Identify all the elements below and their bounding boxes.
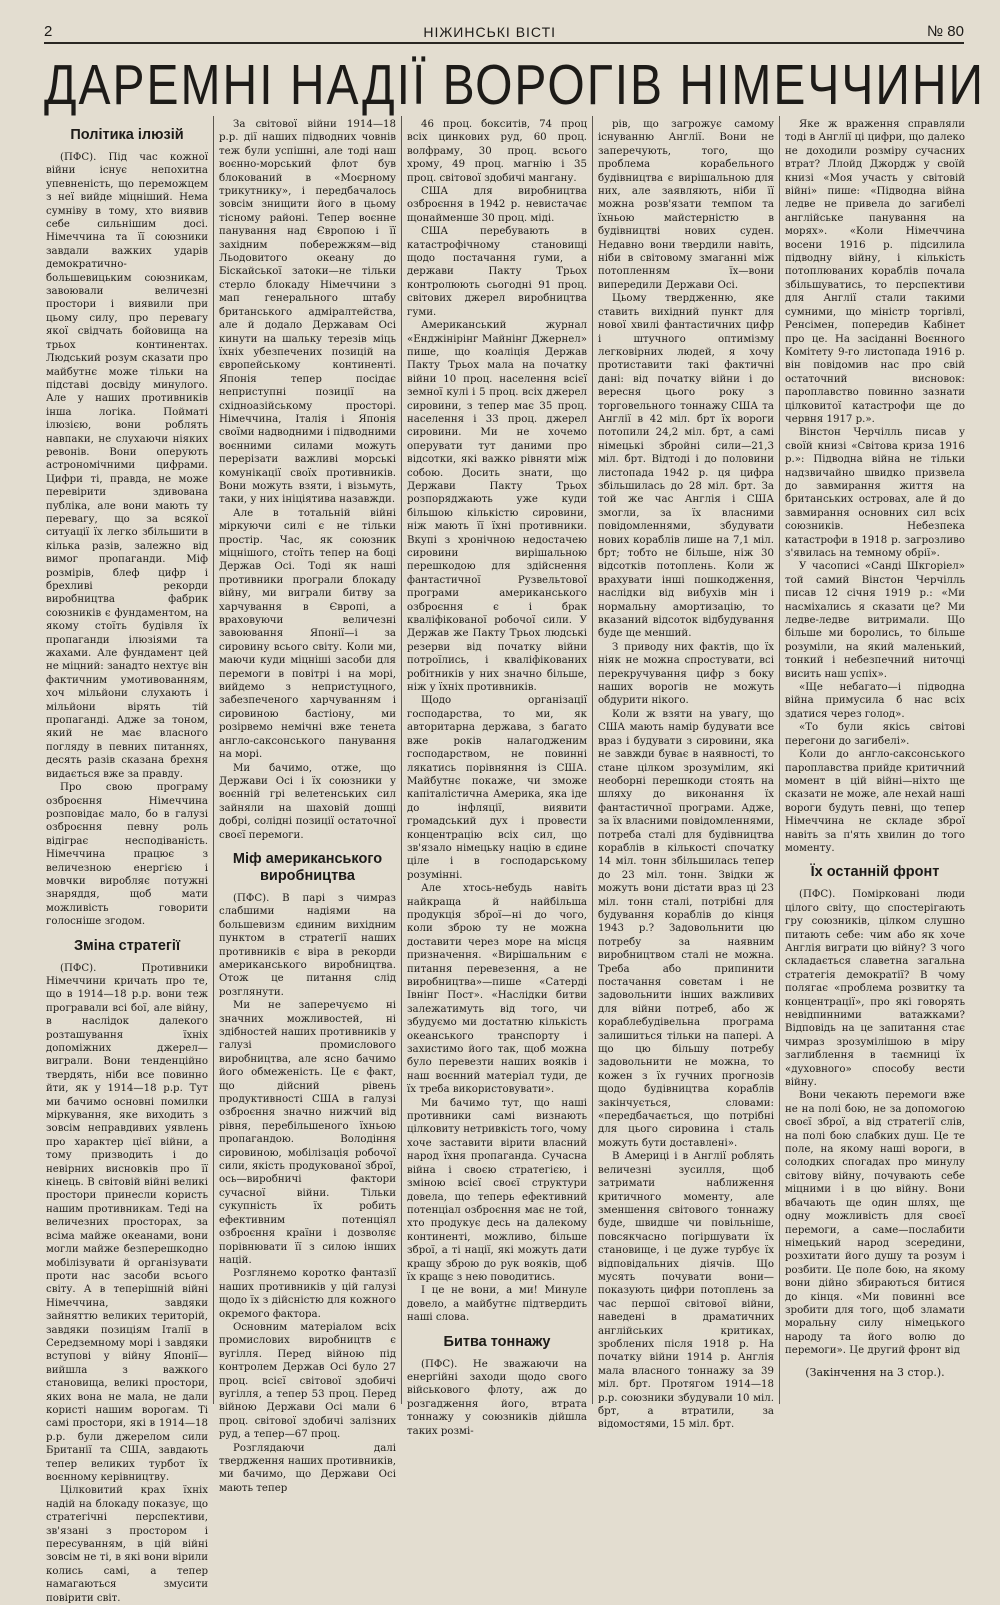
article-paragraph: Коли ж взяти на увагу, що США мають намір будувати все враз і будувати з сировини, яка не завжди буває в наявності, то стане цілком зрозумілим, які необорні перешкоди стоять на шляху до виконання їх фантастичної програми. Адже, за їх власними повідомленнями, потреба сталі для будівництва кораблів в кількості спочатку 14 міл. тонн збільшилась тепер до 23 міл. тонн. Звідки ж можуть вони дістати враз ці 23 міл. тонн сталі, потрібні для будування кораблів до кінця 1943 р.? Задовольнити цю потребу за наявним виробництвом сталі не можна. Треба або припинити постачання совєтам і не задовольнити інших важливих для війни потреб, або ж кораблебудівельна програма залишиться тільки на папері. А що цю більшу потребу задовольнити не можна, то кожен з їх гучних прогнозів щодо будівництва кораблів закінчується, словами: «передбачається, що потрібні для цього сировина і сталь можуть бути доставлені». bbox=[598, 708, 774, 1149]
article-paragraph: За світової війни 1914—18 р.р. дії наших підводних човнів теж були успішні, але тоді наш воєнно-морський флот був блокований в «Моєрному трикутнику», і передбачалось зовсім знищити його в цьому тісному районі. Тепер воєнне панування над Європою і її західним побережжям—від Льодовитого океану до Біскайської затоки—не тільки стерло блокаду Німеччини з мап генерального штабу британського адміралтейства, але й додало Державам Осі кинути на шальку терезів міць їхніх убезпечених позицій на європейському континенті. Японія тепер посідає неприступні позиції на східноазійському просторі. Німеччина, Італія і Японія своїми надводними і підводними воєнними силами можуть перерізати важливі морські комунікації своїх противників. Вони можуть взяти, і візьмуть, таки, у них ініціятива назавжди. bbox=[219, 119, 396, 506]
article-column-2 bbox=[219, 118, 396, 1494]
article-paragraph: Але в тотальній війні міркуючи силі є не тільки простір. Час, як союзник міцнішого, стоїть тепер на боці Держав Осі. Тоді як наші противники програли блокаду війну, ми виграли битву за харчування в Європі, а враховуючи величезні завоювання Японії—і за сировину всього світу. Коли ми, маючи куди міцніші засоби для перемоги в повітрі і на морі, вийдемо з непристуцного, забезпеченого харчуванням і сировиною бастіону, ми розірвемо немічні вже тенета англо-саксонського панування на морі. bbox=[219, 507, 396, 761]
paper-title: НІЖИНСЬКІ ВІСТІ bbox=[423, 24, 557, 40]
continuation-note: (Закінчення на 3 стор.). bbox=[805, 1365, 945, 1379]
article-paragraph: Розглянемо коротко фантазії наших противників у цій галузі щодо їх з дійсністю для кожного окремого фактора. bbox=[219, 1268, 396, 1320]
article-paragraph: 46 проц. бокситів, 74 проц всіх цинкових руд, 60 проц. волфраму, 30 проц. всього хрому, 49 проц. магнію і 35 проц. світової здобичі мангану. bbox=[407, 119, 587, 184]
article-column-5 bbox=[785, 118, 965, 1408]
page-headline: ДАРЕМНІ НАДІЇ ВОРОГІВ НІМЕЧЧИНИ bbox=[44, 54, 986, 117]
article-paragraph: (ПФС). Поміркованi люди цілого світу, що спостерігають гру союзників, цілком слушно питають себе: чим або як хоче Англія виграти цю війну? З чого складається славетна загальна стратегія демократії? В чому полягає «проблема розвитку та концентрації», про які говорять невідпинними ватажками? Відповідь на це запитання стає чимраз зрозумілішою в міру заглиблення в таємниці їх «духовного» способу вести війну. bbox=[785, 889, 965, 1089]
article-column-1 bbox=[46, 118, 208, 1604]
column-divider bbox=[401, 116, 402, 1404]
article-paragraph: Вінстон Черчілль писав у своїй книзі «Світова криза 1916 р.»: Підводна війна не тільки надзвичайно швидко призвела до завмирання життя на британських островах, але й до завмирання основних сил всіх союзників. Небезпека катастрофи в 1918 р. загрозливо з'явилась на темному обрії». bbox=[785, 427, 965, 559]
article-paragraph: Розглядаючи далі твердження наших противників, ми бачимо, що Держави Осі мають тепер bbox=[219, 1442, 396, 1494]
section-subheading: Їх останній фронт bbox=[810, 864, 940, 881]
column-divider bbox=[213, 116, 214, 1404]
article-paragraph: У часописі «Санді Шкгоріел» той самий Вінстон Черчілль писав 12 січня 1919 р.: «Ми насміхались я сказати це? Ми ледве-ледве витримали. Що більше ми боролись, то більше розуміли, на який маленький, тонкий і небезпечний ниточці висить наш успіх». bbox=[785, 561, 965, 680]
article-paragraph: В Америці і в Англії роблять величезні зусилля, щоб затримати наближення критичного моменту, але зменшення світового тоннажу буде, швидше чи повільніше, повсякчасно погіршувати їх становище, і це дуже турбує їх відповідальних діячів. Що мусять почувати вони—показують цифри потоплень за час першої світової війни, наведені в драматичних англійських критиках, зроблених після 1918 р. На початку війни 1914 р. Англія мала власного тоннажу за 39 міл. брт. Протягом 1914—18 р.р. союзники збудували 10 міл. брт, а втратили, за відомостями, 15 міл. брт. bbox=[598, 1151, 774, 1431]
article-paragraph: Основним матеріалом всіх промислових виробництв є вугілля. Перед війною під контролем Держав Осі було 27 проц. всієї світової здобичі вугілля, а тепер 53 проц. Перед війною Держави Осі мали 6 проц. світової здобичі залізних руд, а тепер—67 проц. bbox=[219, 1321, 396, 1441]
article-paragraph: (ПФС). Під час кожної війни існує непохитна упевненість, що переможцем з неї вийде міцніший. Нема сумніву в тому, хто виявив себе сильнішим досі. Німеччина та її союзники завдали важких ударів демократично-большевицьким союзникам, завоювали величезні простори і виявили при цьому силу, про перевагу якої свідчать бойовища на трьох континентах. Людський розум сказати про майбутнє може тільки на підставі досвіду минулого. Але у наших противників інша логіка. Пойматі ілюзією, вони роблять навпаки, не слухаючи ніяких ревонів. Вони оперують астрономічними цифрами. Цифри ті, правда, не може перевірити здивована публіка, але вони мають ту перевагу, що за всякої ситуації їх легко збільшити в кілька разів, залежно від вимог пропаганди. Міф розмірів, блеф цифр і брехливі рекорди виробництва фабрик союзників є фундаментом, на якому стоїть будівля їх пропаганди ілюзіями та жахами. Але фундамент цей не міцний: занадто нехтує він фактичним умотивованням, хоч мільйони слухають і мільйони вірять тій пропаганді. Адже за тоном, який не має власного погляду в певних питаннях, десять разів сказана брехня видається вже за правду. bbox=[46, 152, 208, 780]
section-subheading: Міф американського виробництва bbox=[232, 850, 383, 884]
article-column-3 bbox=[407, 118, 587, 1437]
article-paragraph: Ми бачимо, отже, що Держави Осі і їх союзники у воєнній грі велетенських сил зайняли на шаховій дошці добрі, солідні позиції остаточної своєї перемоги. bbox=[219, 762, 396, 841]
article-paragraph: І це не вони, а ми! Минуле довело, а майбутнє підтвердить наші слова. bbox=[407, 1285, 587, 1324]
article-paragraph: Ми не заперечуємо ні значних можливостей, ні здібностей наших противників у галузі промислового виробництва, але ясно бачимо його обмеженість. Це є факт, що дійсний рівень продуктивності США в галузі озброєння значно нижчий від рівня, перебільшеного їхньою пропагандою. Володіння сировиною, мобілізація робочої сили, якість продукованої зброї, ось—виробничі фактори сучасної війни. Тільки сукупність їх робить ефективним потенціял озброєння країни і дозволяє порівнювати її з силою інших націй. bbox=[219, 1000, 396, 1266]
article-paragraph: Коли до англо-саксонського пароплавства прийде критичний момент в цій війні—ніхто ще сказати не може, але нехай наші вороги будуть певні, що тепер Німеччина не складе зброї навіть за п'ять хвилин до того моменту. bbox=[785, 749, 965, 854]
article-paragraph: Ми бачимо тут, що наші противники самі визнають цілковиту нетривкість того, чому хоче заставити вірити власний народ їхня пропаганда. Сучасна війна і своєю стратегією, і зміною всієї своєї структури довела, що теперь ефективний потенціал озброєння має не той, хто продукує десь на далекому континенті, можливо, більше зброї, а ті нації, які можуть дати кращу зброю до рук вояків, щоб їх кращє з нею поводитись. bbox=[407, 1097, 587, 1283]
article-paragraph: (ПФС). Не зважаючи на енергійні заходи щодо свого військового флоту, аж до розгадження його, втрата тоннажу у союзників дійшла таких розмі- bbox=[407, 1358, 587, 1437]
article-paragraph: Американський журнал «Енджінірінг Майнінг Джернел» пише, що коаліція Держав Пакту Трьох мала на початку війни 10 проц. населення всієї земної кулі і 5 проц. всіх джерел сировини, з тепер має 35 проц. населення і 33 проц. джерел сировини. Ми не хочемо оперувати тут даними про відсотки, які важко рівняти між собою. Досить знати, що Держави Пакту Трьох розпоряджають уже куди більшою кількістю сировини, ніж мають її їхні противники. Вкупі з хронічною недостачею сировини вирішальною перешкодою для здійснення фантастичної Рузвельтової програми американського озброєння є і брак кваліфікованої робочої сили. У Держав же Пакту Трьох людські резерви від початку війни потроїлись, і кваліфікованих робітників у них значно більше, ніж у їхніх противників. bbox=[407, 320, 587, 694]
article-paragraph: (ПФС). Противники Німеччини кричать про те, що в 1914—18 р.р. вони теж програвали всі бої, але війну, в наслідок далекого розташування їхніх допоміжних джерел—виграли. Вони тенденційно твердять, ніби все повинно йти, як у 1914—18 р.р. Тут ми бачимо основні помилки міркування, яке виходить з зовсім неправдивих уявлень про характер цієї війни, а тому призводить і до невірних висновків про її кінець. В світовій війні великі простори принесли користь нашим противникам. Теді на величезних просторах, за всіма майже океанами, вони могли майже безперешкодно мобілізувати й організувати проти нас засоби всього світу. А в теперішній війні Німеччина, завдяки зайняттю великих територій, завдяки позиціям Італії в Середземному морі і завдяки вступові у війну Японії—вийшла з важкого становища, великі простори, яких вона не мала, не дали користі нашим ворогам. Ті самі простори, які в 1914—18 р.р. були джерелом сили Британії та США, завдають тепер великих турбот їх воєнному керівництву. bbox=[46, 962, 208, 1483]
issue-number: № 80 bbox=[927, 23, 964, 40]
page-number: 2 bbox=[44, 23, 53, 40]
article-paragraph: Вони чекають перемоги вже не на полі бою, не за допомогою своєї зброї, а від стратегії слів, на полі бою слабких душ. Це те поле, на якому наші вороги, в солодких спогадах про минулу світову війну, почувають себе міцними і в цю війну. Вони вбачають ще один шлях, ще одну можливість для своєї перемоги, а саме—послабити німецький народ зсередини, розхитати його душу та розум і розбити. Це поле бою, на якому вони дійно збираються битися до кінця. «Ми повинні все зробити для того, щоб зламати моральну силу німецького народу та його волю до перемоги». Це другий фронт від bbox=[785, 1090, 965, 1357]
article-paragraph: Щодо організації господарства, то ми, як авторитарна держава, з багато вже років налагодженим господарством, не повинні лякатись порівняння із США. Майбутнє покаже, чи зможе капіталістична Америка, яка іде до інфляції, виявити громадський дух і провести концентрацію всіх сил, що зв'язало німецьку націю в єдине ціле і в господарському розумінні. bbox=[407, 695, 587, 881]
article-paragraph: «То були якісь світові перегони до загибелі». bbox=[785, 722, 965, 747]
column-divider bbox=[779, 116, 780, 1404]
article-paragraph: Але хтось-небудь навіть найкраща й найбільша продукція зброї—ні до чого, коли зброю ту не можна доставити через море на місця призначення. «Вирішальним є питання перевезення, а не виробництва»—пише «Сатерді Івнінг Пост». «Наслідки битви залежатимуть від того, чи збудуємо ми достатню кількість океанського транспорту і захистимо його так, щоб можна було перевезти наших вояків і наш воєнний матеріал туди, де їх треба використовувати». bbox=[407, 883, 587, 1096]
article-paragraph: США перебувають в катастрофічному становищі щодо постачання гуми, а держави Пакту Трьох контролюють сьогодні 91 проц. світових джерел виробництва гуми. bbox=[407, 226, 587, 318]
article-paragraph: Яке ж враження справляли тоді в Англії ці цифри, що далеко не доходили розміру сучасних втрат? Ллойд Джордж у своїй книзі «Моя участь у світовій війні» пише: «Підводна війна ледве не привела до загибелі англійське панування на морях». «Коли Німеччина восени 1916 р. підсилила підводну війну, і кількість потоплюваних кораблів почала збільшуватись, то перспективи для Англії стали такими сумними, що міністр торгівлі, Ренсімен, попередив Кабінет про це. На засіданні Воєнного Комітету 9-го листопада 1916 р. він повідомив нас про свій остаточний висновок: пароплавство повинно зазнати цілковитої катастрофи ще до червня 1917 р.». bbox=[785, 119, 965, 425]
article-paragraph: З приводу них фактів, що їх ніяк не можна спростувати, всі перекручування цифр з боку наших ворогів не можуть обдурити нікого. bbox=[598, 641, 774, 707]
article-paragraph: Про свою програму озброєння Німеччина розповідає мало, бо в галузі озброєння певну роль відіграє несподіваність. Німеччина працює з величезною енергією і мовчки виробляє потужні знаряддя, щоб мати можливість говорити голосніше згодом. bbox=[46, 782, 208, 928]
section-subheading: Політика ілюзій bbox=[70, 127, 184, 143]
article-paragraph: (ПФС). В парі з чимраз слабшими надіями на большевизм єдиним вихідним пунктом в стратегії наших противників є віра в рекорди американського виробництва. Отож це питання слід розглянути. bbox=[219, 892, 396, 998]
article-paragraph: США для виробництва озброєння в 1942 р. невистачає щонайменше 30 проц. міді. bbox=[407, 186, 587, 224]
article-paragraph: «Ще небагато—і підводна війна примусила б нас всіх здатися через голод». bbox=[785, 682, 965, 720]
article-paragraph: Цілковитий крах їхніх надій на блокаду показує, що стратегічні перспективи, зв'язані з простором і пересуванням, в цій війні зовсім не ті, в які вони вірили колись самі, а тепер намагаються змусити повірити світ. bbox=[46, 1485, 208, 1604]
masthead bbox=[44, 18, 964, 44]
article-paragraph: рів, що загрожує самому існуванню Англії. Вони не заперечують, того, що проблема корабельного будівництва є вирішальною для них, але заявляють, ніби її можна розв'язати темпом та їхньою майстерністю в будівництві нових суден. Недавно вони твердили навіть, ніби в світовому змаганні між потопленням їх—вони випередили Держави Осі. bbox=[598, 119, 774, 291]
article-column-4 bbox=[598, 118, 774, 1431]
section-subheading: Зміна стратегії bbox=[73, 937, 181, 954]
column-divider bbox=[592, 116, 593, 1404]
section-subheading: Битва тоннажу bbox=[443, 1333, 551, 1350]
article-paragraph: Цьому твердженню, яке ставить вихідний пункт для нової хвилі фантастичних цифр і штучного оптимізму легковірних людей, я хочу протиставити такі фактичні дані: від початку війни і до вересня цього року з торговельного тоннажу США та Англії в 42 міл. брт їх вороги потопили 24,2 міл. брт, а самі німецькі збройні сили—21,3 міл. брт. Відтоді і до половини листопада 1942 р. ця цифра збільшилась до 28 міл. брт. За той же час Англія і США змогли, за їх власними повідомленнями, збудувати нових кораблів лише на 7,1 міл. брт; тобто не більше, ніж 30 відсотків потоплень. Коли ж врахувати інші пошкодження, наслідки від вибухів мін і нормальну амортизацію, то вказаний відсоток відбудування буде ще менший. bbox=[598, 293, 774, 640]
